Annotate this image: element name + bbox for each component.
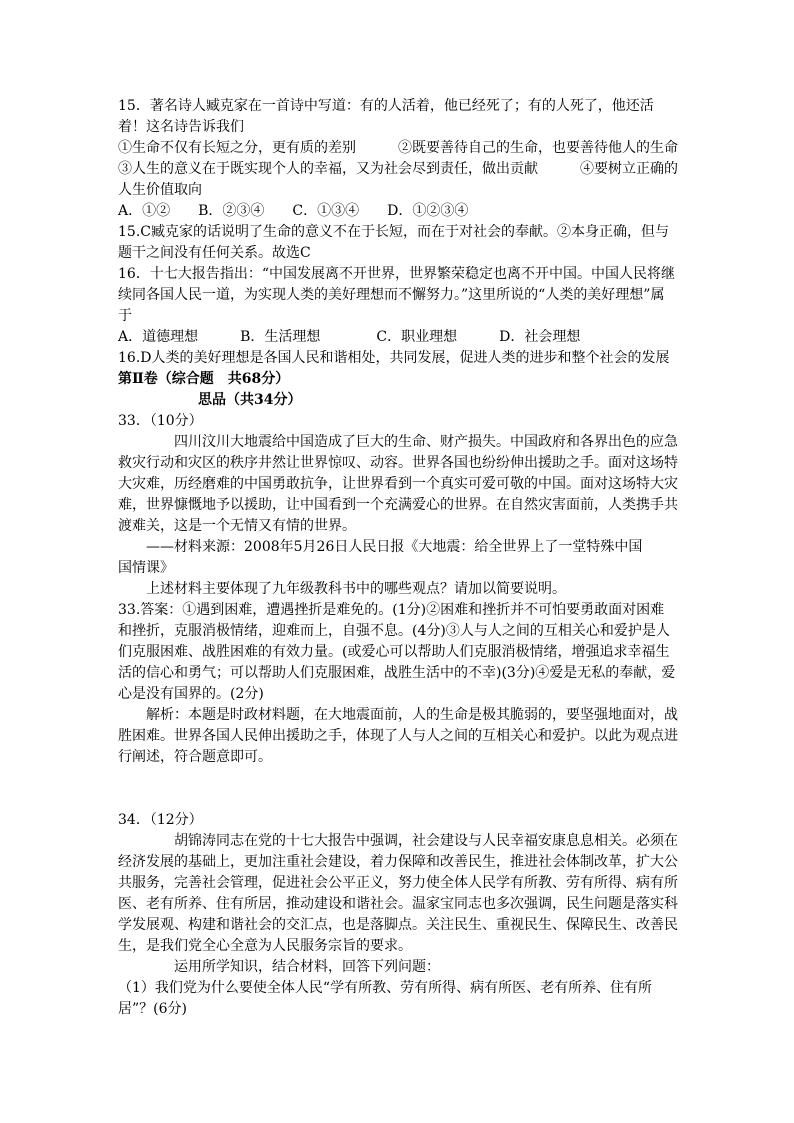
document-page — [118, 96, 692, 1020]
q15-stem: 15．著名诗人臧克家在一首诗中写道：有的人活着，他已经死了；有的人死了，他还活着！这名诗告诉我们 — [118, 98, 654, 135]
q33-source: ——材料来源：2008年5月26日人民日报《大地震：给全世界上了一堂特殊中国 — [146, 539, 643, 555]
q34-sub1: （1）我们党为什么要使全体人民“学有所教、劳有所得、病有所医、老有所养、住有所居”？(6分) — [118, 980, 653, 1017]
q15-answer: 15.C臧克家的话说明了生命的意义不在于长短，而在于对社会的奉献。②本身正确，但与题干之间没有任何关系。故选C — [118, 224, 669, 261]
q15-statements: ①生命不仅有长短之分，更有质的差别 ②既要善待自己的生命，也要善待他人的生命 ③人生的意义在于既实现个人的幸福，又为社会尽到责任，做出贡献 ④要树立正确的人生价值取向 — [118, 140, 692, 198]
q33-analysis: 解析：本题是时政材料题，在大地震面前，人的生命是极其脆弱的，要坚强地面对，战胜困难。世界各国人民伸出援助之手，体现了人与人之间的互相关心和爱护。以此为观点进行阐述，符合题意即可。 — [118, 707, 678, 765]
q16-answer: 16.D人类的美好理想是各国人民和谐相处，共同发展，促进人类的进步和整个社会的发展 — [118, 350, 670, 366]
q34-material: 胡锦涛同志在党的十七大报告中强调，社会建设与人民幸福安康息息相关。必须在经济发展的基础上，更加注重社会建设，着力保障和改善民生，推进社会体制改革，扩大公共服务，完善社会管理，促进社会公平正义，努力使全体人民学有所教、劳有所得、病有所医、老有所养、住有所居，推动建设和谐社会。温家宝同志也多次强调，民生问题是落实科学发展观、构建和谐社会的交汇点，也是落脚点。关注民生、重视民生、保障民生、改善民生，是我们党全心全意为人民服务宗旨的要求。 — [118, 833, 678, 954]
q34-instruction: 运用所学知识，结合材料，回答下列问题： — [174, 959, 440, 975]
section-subtitle: 思品（共34分） — [198, 392, 302, 408]
q33-source-cont: 国情课》 — [118, 560, 174, 576]
spacer — [118, 768, 678, 810]
q33-number: 33．（10分） — [118, 413, 203, 429]
q16-options: A．道德理想 B．生活理想 C．职业理想 D．社会理想 — [118, 329, 581, 345]
section-title: 第Ⅱ卷（综合题 共68分） — [118, 371, 290, 387]
q33-answer: 33.答案：①遇到困难，遭遇挫折是难免的。(1分)②困难和挫折并不可怕要勇敢面对困难和挫折，克服消极情绪，迎难而上，自强不息。(4分)③人与人之间的互相关心和爱护是人们克服困难、战胜困难的有效力量。(或爱心可以帮助人们克服消极情绪，增强追求幸福生活的信心和勇气；可以帮助人们克服困难，战胜生活中的不幸)(3分)④爱是无私的奉献，爱心是没有国界的。(2分) — [118, 602, 676, 702]
q16-stem: 16．十七大报告指出：“中国发展离不开世界，世界繁荣稳定也离不开中国。中国人民将继续同各国人民一道，为实现人类的美好理想而不懈努力。”这里所说的“人类的美好理想”属于 — [118, 266, 675, 324]
q34-number: 34．（12分） — [118, 812, 203, 828]
q15-options: A．①② B．②③④ C．①③④ D．①②③④ — [118, 203, 469, 219]
q33-material: 四川汶川大地震给中国造成了巨大的生命、财产损失。中国政府和各界出色的应急救灾行动和灾区的秩序井然让世界惊叹、动容。世界各国也纷纷伸出援助之手。面对这场特大灾难，历经磨难的中国勇敢抗争，让世界看到一个真实可爱可敬的中国。面对这场特大灾难，世界慷慨地予以援助，让中国看到一个充满爱心的世界。在自然灾害面前，人类携手共渡难关，这是一个无情又有情的世界。 — [118, 434, 678, 534]
q33-question: 上述材料主要体现了九年级教科书中的哪些观点？请加以简要说明。 — [146, 581, 566, 597]
